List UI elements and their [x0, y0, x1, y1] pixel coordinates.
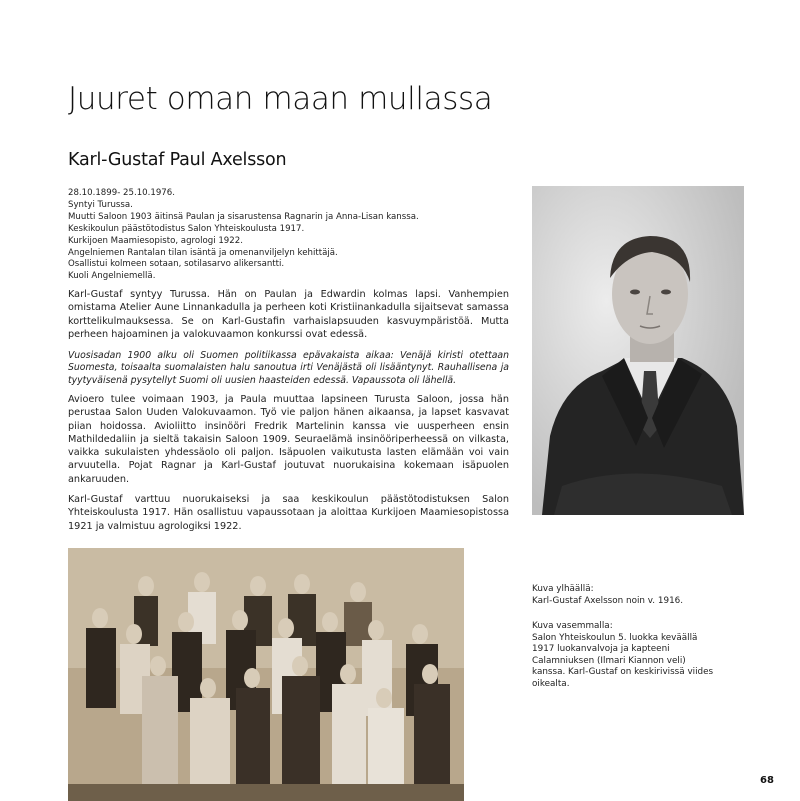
body-paragraph-education: Karl-Gustaf varttuu nuorukaiseksi ja saa keskikoulun päästötodistuksen Salon Yhteiskoulusta 1917. Hän osallistuu vapaussotaan ja aloittaa Kurkijoen Maamiesopistossa 1921 ja valmistuu agrologiksi 1922.	[68, 494, 509, 532]
portrait-photo	[532, 186, 744, 515]
caption-line: Calamniuksen (Ilmari Kiannon veli)	[532, 655, 686, 666]
fact-line: Keskikoulun päästötodistus Salon Yhteiskoulusta 1917.	[68, 223, 305, 234]
caption-line: Karl-Gustaf Axelsson noin v. 1916.	[532, 595, 684, 606]
page-title: Juuret oman maan mullassa	[68, 81, 493, 117]
fact-line: Syntyi Turussa.	[68, 199, 133, 210]
caption-line: kanssa. Karl-Gustaf on keskirivissä viides	[532, 667, 714, 678]
fact-line: Kuoli Angelniemellä.	[68, 271, 156, 282]
fact-line: 28.10.1899- 25.10.1976.	[68, 188, 175, 198]
fact-line: Muutti Saloon 1903 äitinsä Paulan ja sisarustensa Ragnarin ja Anna-Lisan kanssa.	[68, 211, 419, 222]
body-paragraph-family: Avioero tulee voimaan 1903, ja Paula muuttaa lapsineen Turusta Saloon, jossa hän perustaa Salon Uuden Valokuvaamon. Työ vie paljon hänen aikaansa, ja lapset kasvavat piian hoidossa. Avioliitto insinööri Fredrik Martelinin kanssa vie uusperheen ensin Mathildedaliin ja sieltä takaisin Saloon 1909. Seuraelämä insinööriperheessä on vilkasta, vaikka sukulaisten yhdessäolo oli paljon. Isäpuolen vaikutusta lasten elämään voi vain arvuutella. Pojat Ragnar ja Karl-Gustaf joutuvat nuorukaisina kokemaan isäpuolen ankaruuden.	[68, 394, 509, 485]
class-group-photo	[68, 548, 464, 801]
biography-facts	[68, 188, 508, 283]
caption-class-photo	[532, 621, 732, 691]
caption-line: Salon Yhteiskoulun 5. luokka keväällä	[532, 632, 698, 643]
caption-line: 1917 luokanvalvoja ja kapteeni	[532, 644, 670, 655]
body-paragraph-childhood: Karl-Gustaf syntyy Turussa. Hän on Paulan ja Edwardin kolmas lapsi. Vanhempien omistama Atelier Aune Linnankadulla ja perheen koti Kristiinankadulla sijaitsevat samassa korttelikulmauksessa. Se on Karl-Gustafin varhaislapsuuden kasvuympäristöä. Mutta perheen hajoaminen ja valokuvaamon konkurssi ovat edessä.	[68, 289, 509, 340]
caption-portrait	[532, 584, 732, 607]
caption-line: oikealta.	[532, 678, 570, 689]
page-number: 68	[760, 775, 774, 786]
fact-line: Osallistui kolmeen sotaan, sotilasarvo alikersantti.	[68, 259, 285, 270]
person-name-heading: Karl-Gustaf Paul Axelsson	[68, 150, 287, 170]
fact-line: Angelniemen Rantalan tilan isäntä ja omenanviljelyn kehittäjä.	[68, 247, 338, 258]
fact-line: Kurkijoen Maamiesopisto, agrologi 1922.	[68, 235, 243, 246]
caption-line: Kuva vasemmalla:	[532, 621, 613, 631]
body-paragraph-history-note: Vuosisadan 1900 alku oli Suomen politiikassa epävakaista aikaa: Venäjä kiristi otettaan Suomesta, toisaalta suomalaisten halu sanoutua irti Venäjästä oli lisääntynyt. Rauhallisena ja tyytyväisenä pysytellyt Suomi oli uusien haasteiden edessä. Vapaussota oli lähellä.	[68, 350, 509, 386]
caption-line: Kuva ylhäällä:	[532, 584, 594, 594]
